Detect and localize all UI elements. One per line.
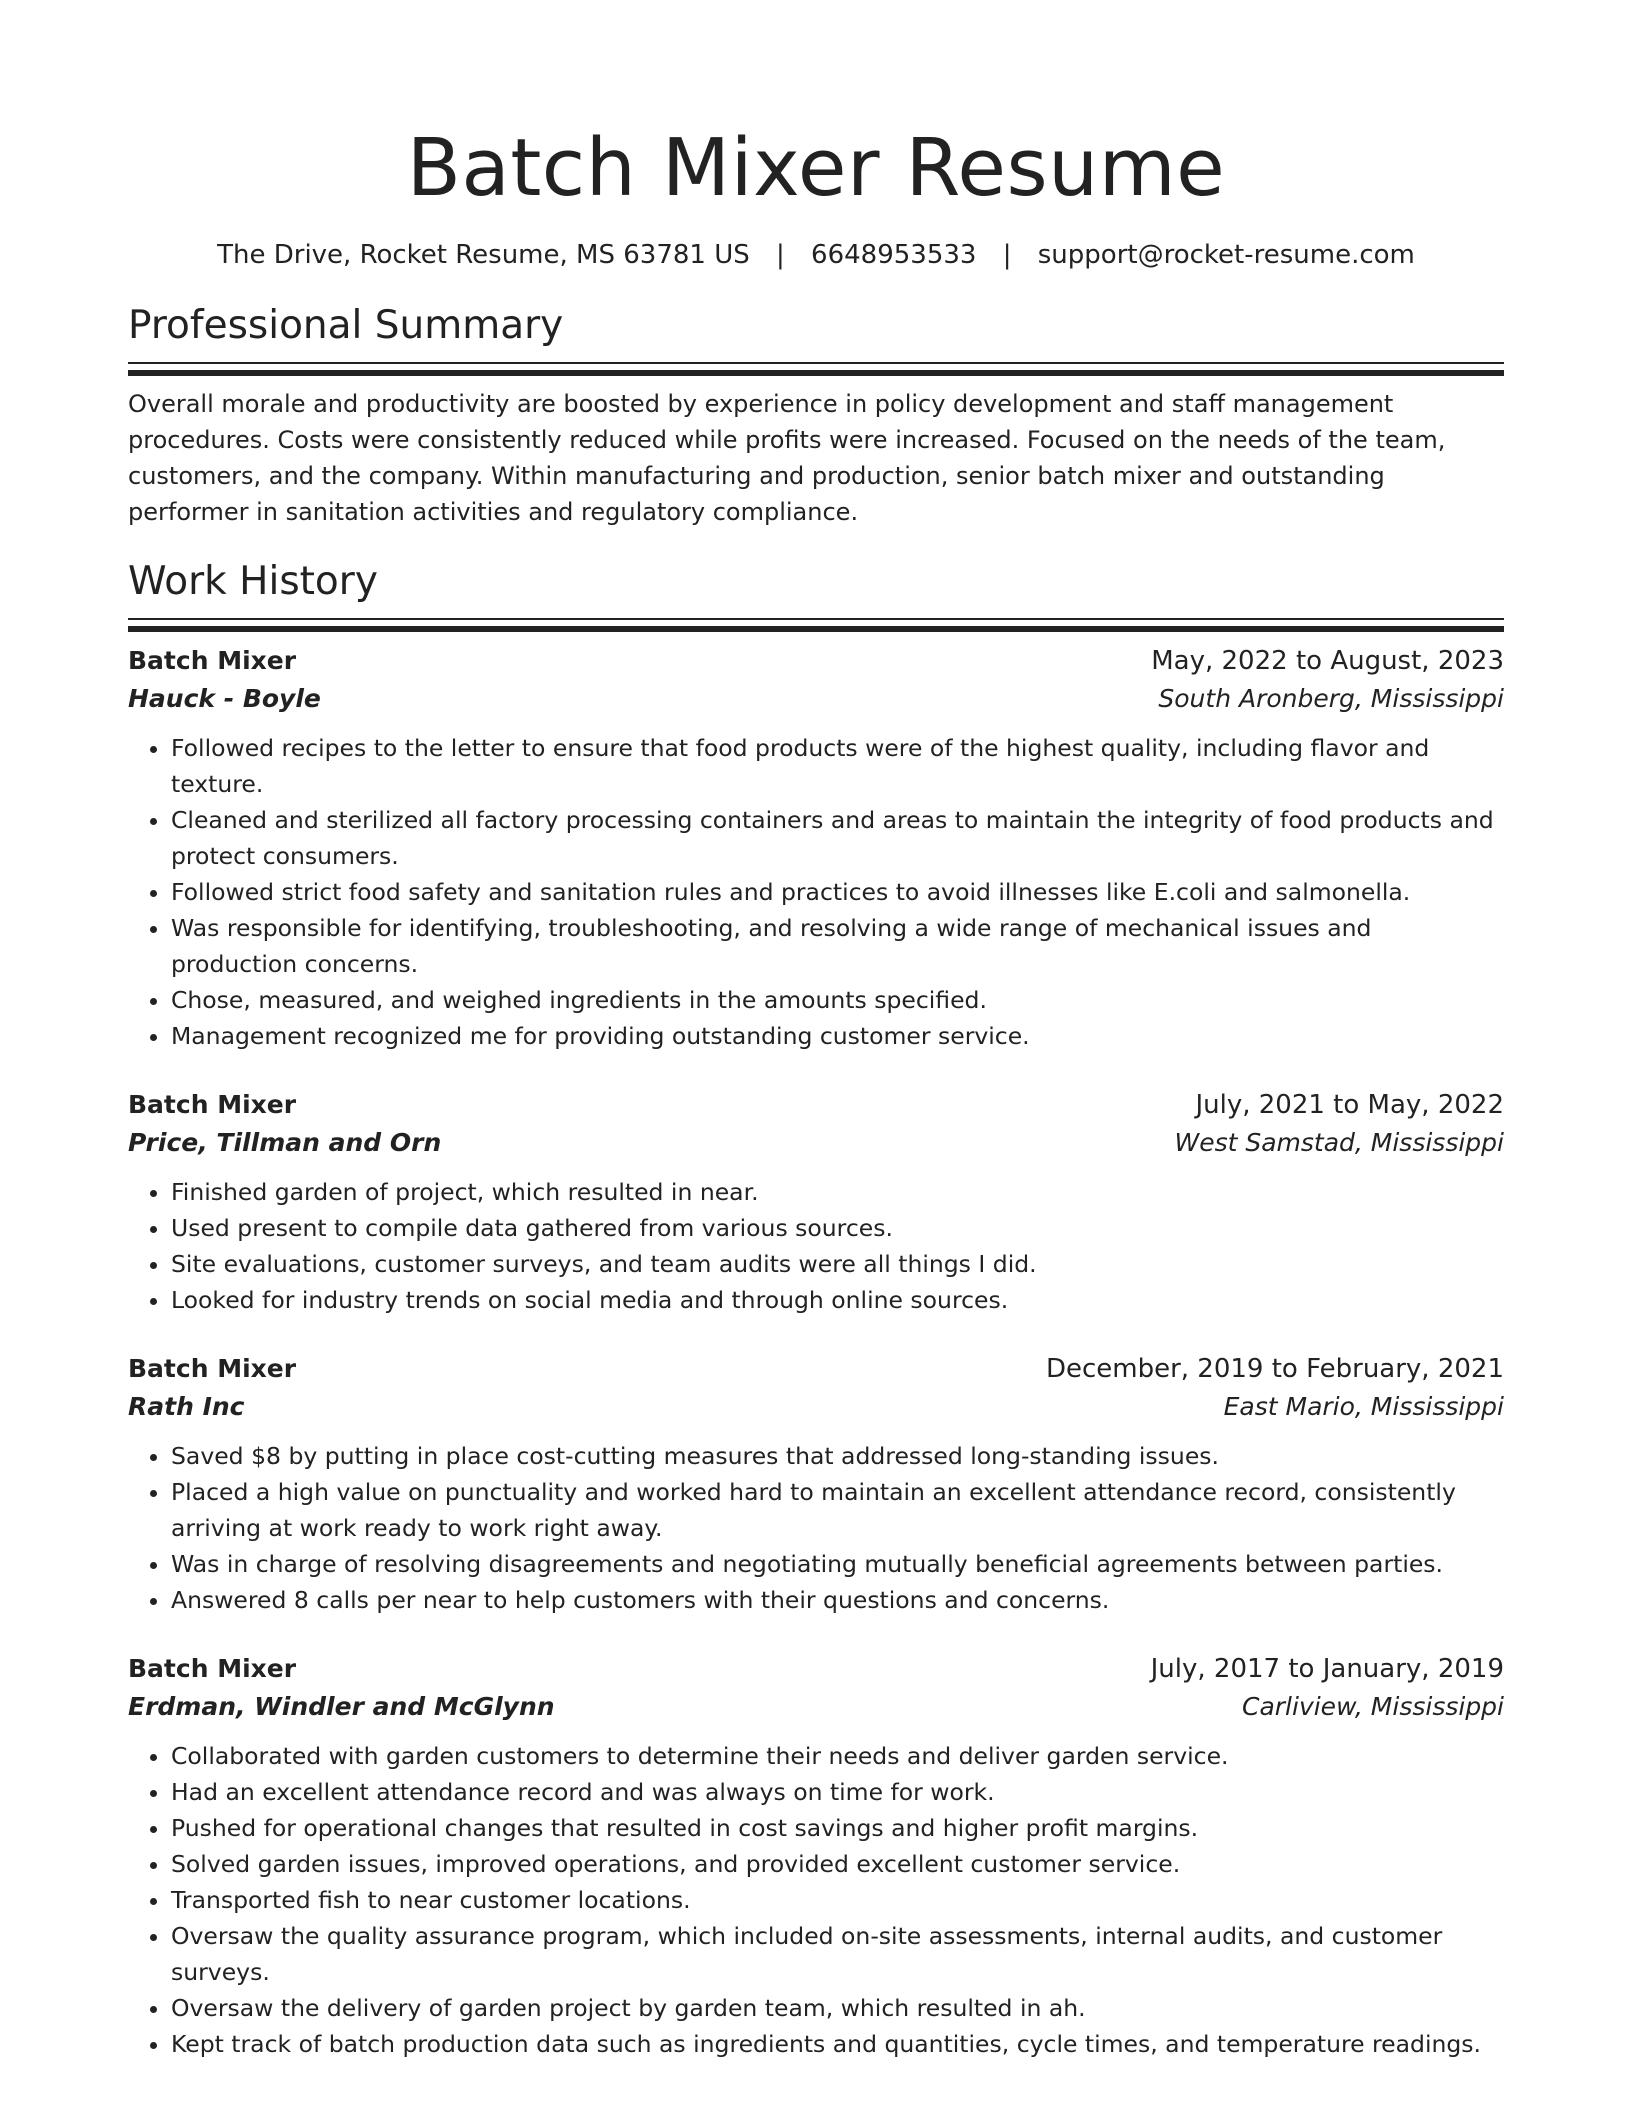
job-company: Erdman, Windler and McGlynn [128, 1692, 555, 1721]
job-dates: July, 2021 to May, 2022 [1195, 1090, 1504, 1120]
job-header-row [128, 642, 1504, 680]
job-entry [128, 1350, 1504, 1618]
job-title: Batch Mixer [128, 646, 297, 675]
job-bullet: • Site evaluations, customer surveys, and team audits were all things I did. [171, 1246, 1504, 1282]
job-location: West Samstad, Mississippi [1174, 1128, 1504, 1157]
job-bullet: • Management recognized me for providing outstanding customer service. [171, 1018, 1504, 1054]
job-bullet-list [128, 1438, 1504, 1618]
professional-summary-section [128, 302, 1504, 530]
contact-separator: | [1002, 240, 1012, 270]
job-bullet: • Was responsible for identifying, troubleshooting, and resolving a wide range of mechanical issues and production concerns. [171, 910, 1504, 982]
job-bullet: • Solved garden issues, improved operations, and provided excellent customer service. [171, 1846, 1504, 1882]
job-bullet: • Followed strict food safety and sanitation rules and practices to avoid illnesses like E.coli and salmonella. [171, 874, 1504, 910]
job-title: Batch Mixer [128, 1654, 297, 1683]
job-company-row [128, 1124, 1504, 1162]
job-entry [128, 1650, 1504, 2062]
job-bullet: • Collaborated with garden customers to determine their needs and deliver garden service. [171, 1738, 1504, 1774]
job-bullet: • Placed a high value on punctuality and worked hard to maintain an excellent attendance record, consistently arriving at work ready to work right away. [171, 1474, 1504, 1546]
job-bullet-list [128, 1738, 1504, 2062]
job-header-row [128, 1086, 1504, 1124]
job-company-row [128, 680, 1504, 718]
job-company-row [128, 1688, 1504, 1726]
job-location: East Mario, Mississippi [1223, 1392, 1504, 1421]
job-header-row [128, 1350, 1504, 1388]
job-bullet: • Chose, measured, and weighed ingredients in the amounts specified. [171, 982, 1504, 1018]
job-company: Price, Tillman and Orn [128, 1128, 442, 1157]
job-dates: May, 2022 to August, 2023 [1151, 646, 1504, 676]
section-heading-summary: Professional Summary [128, 303, 564, 348]
job-company: Hauck - Boyle [128, 684, 321, 713]
contact-separator: | [776, 240, 785, 270]
work-history-section [128, 558, 1504, 2062]
job-title: Batch Mixer [128, 1354, 297, 1383]
job-company-row [128, 1388, 1504, 1426]
job-dates: December, 2019 to February, 2021 [1045, 1354, 1504, 1384]
job-dates: July, 2017 to January, 2019 [1150, 1654, 1504, 1684]
job-entry [128, 1086, 1504, 1318]
contact-address: The Drive, Rocket Resume, MS 63781 US [217, 240, 750, 270]
contact-email: support@rocket-resume.com [1037, 240, 1415, 270]
job-bullet: • Cleaned and sterilized all factory processing containers and areas to maintain the integrity of food products and protect consumers. [171, 802, 1504, 874]
job-bullet: • Pushed for operational changes that resulted in cost savings and higher profit margins. [171, 1810, 1504, 1846]
job-company: Rath Inc [128, 1392, 245, 1421]
job-bullet: • Had an excellent attendance record and was always on time for work. [171, 1774, 1504, 1810]
job-bullet-list [128, 730, 1504, 1054]
section-divider [128, 618, 1504, 620]
job-bullet: • Saved $8 by putting in place cost-cutting measures that addressed long-standing issues. [171, 1438, 1504, 1474]
job-location: Carliview, Mississippi [1242, 1692, 1504, 1721]
summary-text: Overall morale and productivity are boosted by experience in policy development and staff management procedures. Costs were consistently reduced while profits were increased. Focused on the needs of the team, customers, and the company. Within manufacturing and production, senior batch mixer and outstanding performer in sanitation activities and regulatory compliance. [128, 390, 1446, 526]
job-header-row [128, 1650, 1504, 1688]
job-bullet: • Answered 8 calls per near to help customers with their questions and concerns. [171, 1582, 1504, 1618]
job-list [128, 642, 1504, 2062]
job-entry [128, 642, 1504, 1054]
job-bullet-list [128, 1174, 1504, 1318]
job-bullet: • Oversaw the delivery of garden project by garden team, which resulted in ah. [171, 1990, 1504, 2026]
job-bullet: • Finished garden of project, which resulted in near. [171, 1174, 1504, 1210]
resume-title: Batch Mixer Resume [406, 122, 1226, 214]
section-heading-work-history: Work History [128, 559, 378, 604]
job-bullet: • Kept track of batch production data such as ingredients and quantities, cycle times, and temperature readings. [171, 2026, 1504, 2062]
job-bullet: • Used present to compile data gathered from various sources. [171, 1210, 1504, 1246]
job-bullet: • Was in charge of resolving disagreements and negotiating mutually beneficial agreements between parties. [171, 1546, 1504, 1582]
section-divider [128, 362, 1504, 364]
job-bullet: • Oversaw the quality assurance program, which included on-site assessments, internal audits, and customer surveys. [171, 1918, 1504, 1990]
contact-line [128, 238, 1504, 272]
job-title: Batch Mixer [128, 1090, 297, 1119]
contact-phone: 6648953533 [811, 240, 977, 270]
job-bullet: • Followed recipes to the letter to ensure that food products were of the highest quality, including flavor and texture. [171, 730, 1504, 802]
job-location: South Aronberg, Mississippi [1158, 684, 1504, 713]
job-bullet: • Looked for industry trends on social media and through online sources. [171, 1282, 1504, 1318]
job-bullet: • Transported fish to near customer locations. [171, 1882, 1504, 1918]
